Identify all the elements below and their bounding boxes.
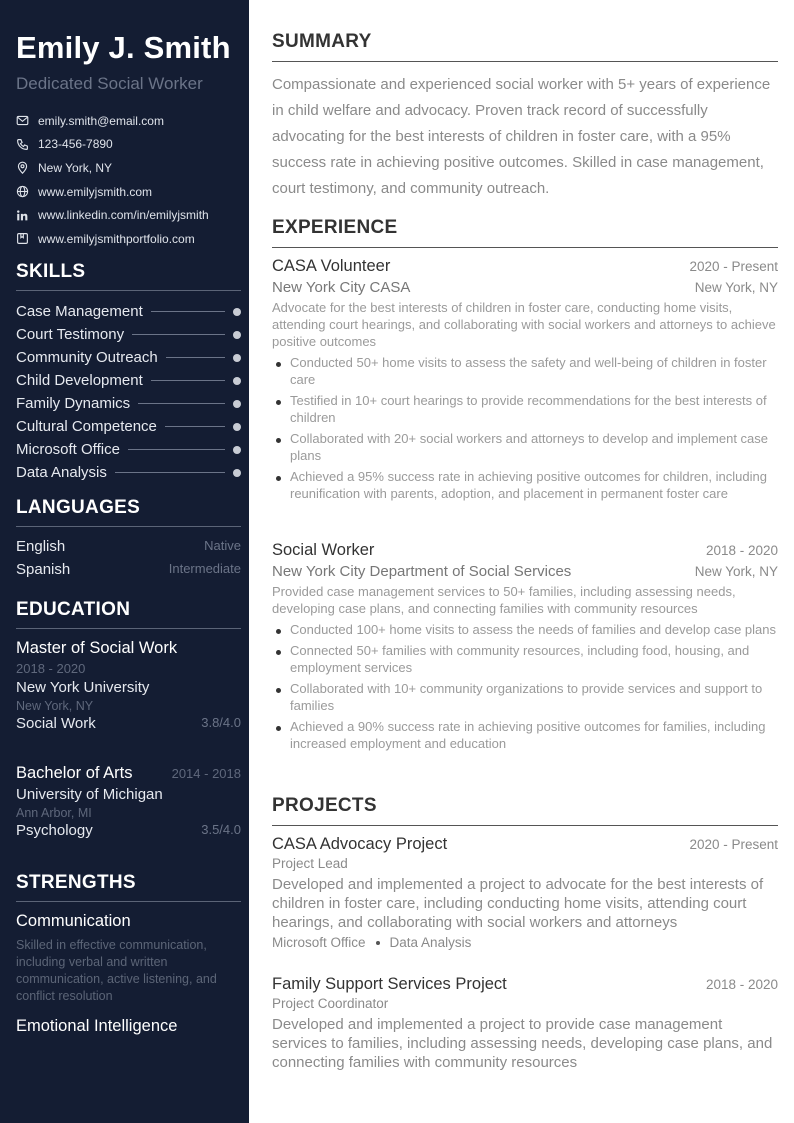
globe-icon <box>16 185 29 198</box>
project-tag: Microsoft Office <box>272 935 366 950</box>
experience-item <box>272 257 778 506</box>
project-description: Developed and implemented a project to advocate for the best interests of children in foster care, including conducting home visits, attending court hearings, and collaborating with social workers and attorneys <box>272 876 764 931</box>
job-bullet: Collaborated with 10+ community organizations to provide services and support to families <box>272 680 778 714</box>
education-field: Psychology <box>16 822 93 839</box>
skill-level-dot <box>233 400 241 408</box>
job-bullet: Achieved a 95% success rate in achieving positive outcomes for children, including reunification with parents, adoption, and placement in permanent foster care <box>272 468 778 502</box>
education-field-row <box>16 715 241 732</box>
location-pin-icon <box>16 161 29 174</box>
project-header <box>272 835 778 854</box>
skill-item <box>16 461 241 484</box>
job-bullet: Testified in 10+ court hearings to provide recommendations for the best interests of children <box>272 392 778 426</box>
contact-phone-text: 123-456-7890 <box>38 137 113 152</box>
contact-linkedin[interactable] <box>16 203 241 227</box>
education-item <box>16 639 241 732</box>
strength-title: Communication <box>16 912 131 930</box>
tag-separator-dot <box>376 941 380 945</box>
skill-label: Microsoft Office <box>16 441 120 458</box>
education-dates: 2018 - 2020 <box>16 661 86 676</box>
skill-label: Court Testimony <box>16 326 125 343</box>
strengths-heading: STRENGTHS <box>16 872 241 902</box>
education-field: Social Work <box>16 715 96 732</box>
language-level: Intermediate <box>168 561 241 576</box>
candidate-title: Dedicated Social Worker <box>16 74 203 93</box>
project-header <box>272 975 778 994</box>
language-name: English <box>16 538 66 555</box>
skill-item <box>16 300 241 323</box>
job-bullets <box>272 621 778 752</box>
education-location: Ann Arbor, MI <box>16 806 92 820</box>
skills-list <box>16 300 241 484</box>
skill-level-dot <box>233 423 241 431</box>
job-description: Advocate for the best interests of children in foster care, conducting home visits, attending court hearings, and collaborating with social workers and attorneys to achieve positive outcomes <box>272 300 776 349</box>
skill-level-dot <box>233 469 241 477</box>
project-tag: Data Analysis <box>389 935 472 950</box>
linkedin-icon <box>16 209 29 222</box>
skill-divider <box>115 472 225 473</box>
education-item <box>16 764 241 839</box>
contact-portfolio[interactable] <box>16 227 241 251</box>
contact-list <box>16 109 241 251</box>
skill-divider <box>151 380 225 381</box>
summary-heading: SUMMARY <box>272 31 778 62</box>
education-degree: Master of Social Work <box>16 639 178 657</box>
job-bullet: Achieved a 90% success rate in achieving positive outcomes for families, including increased employment and education <box>272 718 778 752</box>
job-organization: New York City Department of Social Services <box>272 563 572 580</box>
job-location: New York, NY <box>694 564 778 579</box>
skill-label: Case Management <box>16 303 143 320</box>
job-header <box>272 541 778 560</box>
summary-text: Compassionate and experienced social worker with 5+ years of experience in child welfare and advocacy. Proven track record of successfully advocating for the best interests of children in foster care, with a 95% success rate in achieving positive outcomes. Skilled in case management, court testimony, and community outreach. <box>272 76 771 197</box>
job-org-row <box>272 279 778 296</box>
job-bullet: Conducted 50+ home visits to assess the safety and well-being of children in foster care <box>272 354 778 388</box>
skill-divider <box>151 311 225 312</box>
project-title: Family Support Services Project <box>272 975 507 993</box>
job-location: New York, NY <box>694 280 778 295</box>
project-tags <box>272 935 778 950</box>
skill-divider <box>128 449 225 450</box>
skill-divider <box>166 357 225 358</box>
contact-website[interactable] <box>16 180 241 204</box>
job-header <box>272 257 778 276</box>
skill-label: Child Development <box>16 372 143 389</box>
skill-label: Data Analysis <box>16 464 107 481</box>
contact-phone[interactable] <box>16 133 241 157</box>
job-bullet: Collaborated with 20+ social workers and attorneys to develop and implement case plans <box>272 430 778 464</box>
skill-item <box>16 346 241 369</box>
education-school: New York University <box>16 679 150 696</box>
contact-email[interactable] <box>16 109 241 133</box>
languages-heading: LANGUAGES <box>16 497 241 527</box>
skill-level-dot <box>233 354 241 362</box>
main-content <box>272 0 778 1123</box>
strength-description: Skilled in effective communication, including verbal and written communication, active listening, and conflict resolution <box>16 938 217 1003</box>
skill-item <box>16 415 241 438</box>
skill-item <box>16 323 241 346</box>
project-dates: 2018 - 2020 <box>705 977 778 992</box>
language-item <box>16 538 241 555</box>
skill-level-dot <box>233 446 241 454</box>
job-dates: 2020 - Present <box>689 259 778 274</box>
contact-portfolio-text: www.emilyjsmithportfolio.com <box>38 231 195 246</box>
skills-heading: SKILLS <box>16 261 241 291</box>
contact-location-text: New York, NY <box>38 160 113 175</box>
skill-item <box>16 392 241 415</box>
projects-heading: PROJECTS <box>272 795 778 826</box>
project-description: Developed and implemented a project to provide case management services to families, including assessing needs, developing case plans, and connecting families with community resources <box>272 1016 773 1071</box>
education-gpa: 3.5/4.0 <box>201 822 241 837</box>
education-gpa: 3.8/4.0 <box>201 715 241 730</box>
email-icon <box>16 114 29 127</box>
project-item <box>272 975 778 1072</box>
project-item <box>272 835 778 950</box>
skill-level-dot <box>233 331 241 339</box>
job-title: Social Worker <box>272 541 375 559</box>
project-role: Project Lead <box>272 856 348 871</box>
experience-item <box>272 541 778 756</box>
education-heading: EDUCATION <box>16 599 241 629</box>
education-location: New York, NY <box>16 699 94 713</box>
job-bullets <box>272 354 778 502</box>
skill-divider <box>165 426 225 427</box>
job-description: Provided case management services to 50+ families, including assessing needs, developing case plans, and connecting families with community resources <box>272 584 736 616</box>
project-role: Project Coordinator <box>272 996 389 1011</box>
contact-email-text: emily.smith@email.com <box>38 113 164 128</box>
portfolio-icon <box>16 232 29 245</box>
skill-label: Community Outreach <box>16 349 158 366</box>
skill-divider <box>132 334 225 335</box>
skill-item <box>16 438 241 461</box>
job-org-row <box>272 563 778 580</box>
language-level: Native <box>204 538 241 553</box>
education-school: University of Michigan <box>16 786 163 803</box>
contact-location <box>16 156 241 180</box>
education-field-row <box>16 822 241 839</box>
job-title: CASA Volunteer <box>272 257 391 275</box>
skill-label: Cultural Competence <box>16 418 157 435</box>
job-bullet: Conducted 100+ home visits to assess the needs of families and develop case plans <box>272 621 778 638</box>
experience-heading: EXPERIENCE <box>272 217 778 248</box>
strength-title: Emotional Intelligence <box>16 1017 178 1035</box>
job-dates: 2018 - 2020 <box>705 543 778 558</box>
sidebar <box>0 0 249 1123</box>
language-name: Spanish <box>16 561 71 578</box>
project-title: CASA Advocacy Project <box>272 835 448 853</box>
project-dates: 2020 - Present <box>689 837 778 852</box>
skill-divider <box>138 403 225 404</box>
education-degree-row <box>16 764 241 783</box>
contact-linkedin-text: www.linkedin.com/in/emilyjsmith <box>38 208 209 223</box>
skill-level-dot <box>233 377 241 385</box>
skill-level-dot <box>233 308 241 316</box>
skill-item <box>16 369 241 392</box>
phone-icon <box>16 138 29 151</box>
skill-label: Family Dynamics <box>16 395 131 412</box>
contact-website-text: www.emilyjsmith.com <box>38 184 153 199</box>
job-bullet: Connected 50+ families with community resources, including food, housing, and employment services <box>272 642 778 676</box>
education-degree: Bachelor of Arts <box>16 764 133 782</box>
education-dates: 2014 - 2018 <box>171 766 241 781</box>
candidate-name: Emily J. Smith <box>16 30 231 65</box>
job-organization: New York City CASA <box>272 279 411 296</box>
language-item <box>16 561 241 578</box>
